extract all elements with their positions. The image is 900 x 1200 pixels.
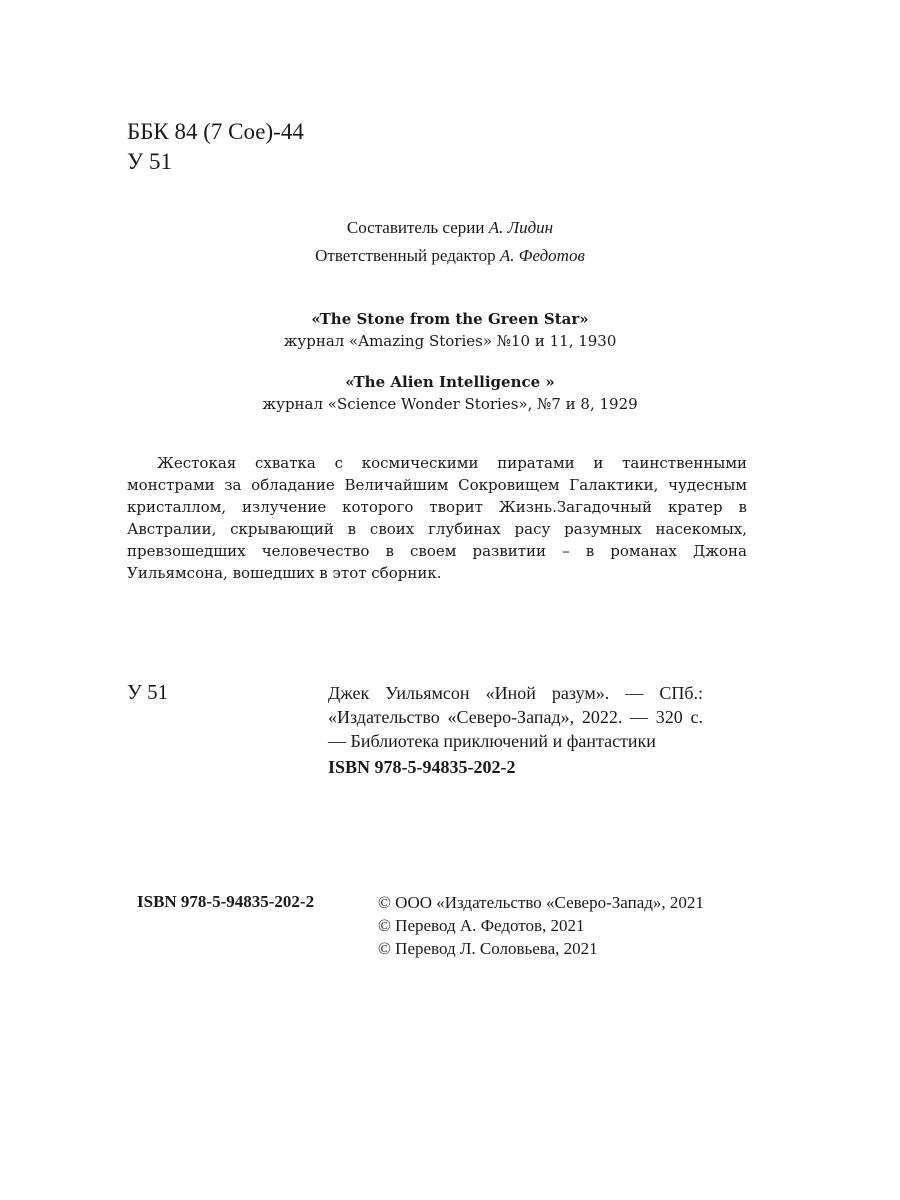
series-name: А. Лидин — [488, 218, 554, 237]
copyright-line: © ООО «Издательство «Северо-Запад», 2021 — [378, 893, 704, 912]
editor-label: Ответственный редактор — [315, 246, 496, 265]
copyright-list — [378, 891, 704, 960]
editor-name: А. Федотов — [499, 246, 585, 265]
catalog-description: Джек Уильямсон «Иной разум». — СПб.: «Издательство «Северо-Запад», 2022. — 320 с. — Библиотека приключений и фантастики — [328, 683, 703, 751]
work-source: журнал «Science Wonder Stories», №7 и 8, 1929 — [262, 395, 638, 413]
footer-isbn: ISBN 978-5-94835-202-2 — [137, 892, 315, 911]
bbk-code: ББК 84 (7 Сое)-44 — [127, 119, 304, 144]
work-item — [0, 308, 900, 352]
editor-line — [0, 242, 900, 270]
catalog-entry — [328, 681, 703, 779]
catalog-code: У 51 — [127, 680, 169, 704]
credits-block — [0, 214, 900, 270]
work-source: журнал «Amazing Stories» №10 и 11, 1930 — [283, 332, 617, 350]
original-works — [0, 308, 900, 415]
author-mark: У 51 — [127, 149, 173, 174]
copyright-line: © Перевод Л. Соловьева, 2021 — [378, 939, 598, 958]
work-title: «The Stone from the Green Star» — [311, 310, 589, 328]
work-item — [0, 371, 900, 415]
copyright-line: © Перевод А. Федотов, 2021 — [378, 916, 585, 935]
series-compiler-line — [0, 214, 900, 242]
bbk-block — [127, 117, 304, 177]
series-label: Составитель серии — [346, 218, 485, 237]
annotation-text: Жестокая схватка с космическими пиратами и таинственными монстрами за обладание Величайшим Сокровищем Галактики, чудесным кристаллом, излучение которого творит Жизнь.Загадочный кратер в Австралии, скрывающий в своих глубинах расу разумных насекомых, превзошедших человечество в своем развитии – в романах Джона Уильямсона, вошедших в этот сборник. — [127, 454, 747, 582]
work-title: «The Alien Intelligence » — [345, 373, 555, 391]
catalog-isbn: ISBN 978-5-94835-202-2 — [328, 757, 516, 777]
annotation — [127, 452, 747, 584]
